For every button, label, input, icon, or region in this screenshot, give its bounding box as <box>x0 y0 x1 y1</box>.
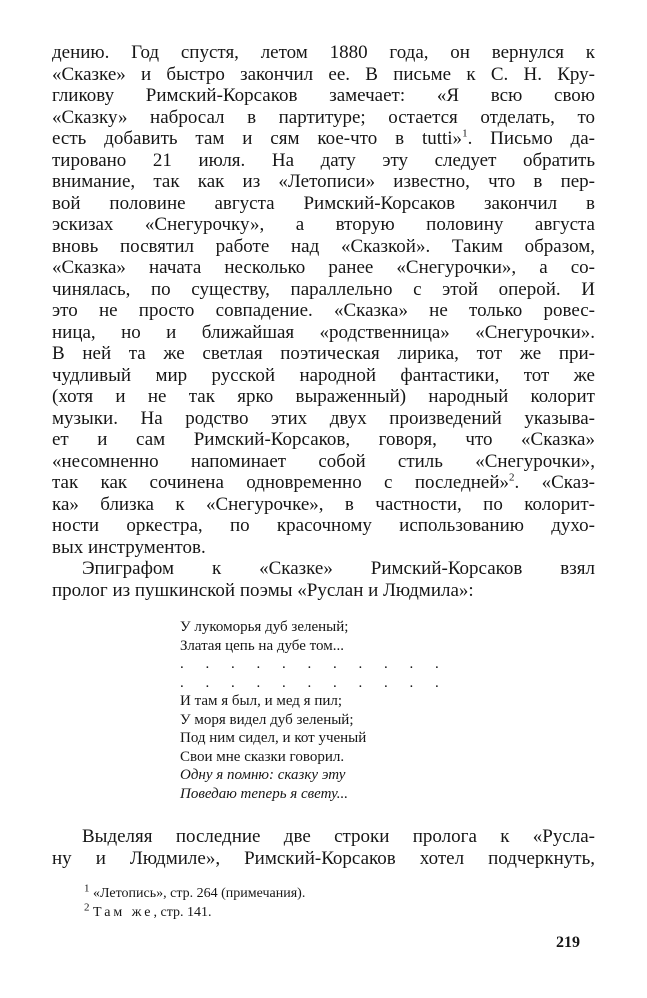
text-line: «Сказке» и быстро закончил ее. В письме к С. Н. Кру- <box>52 63 595 85</box>
footnote-1 <box>84 884 305 903</box>
paragraph-1 <box>52 42 595 558</box>
text-line: вновь посвятил работе над «Сказкой». Таким образом, <box>52 235 595 257</box>
footnotes <box>84 884 305 922</box>
text-line: ница, но и ближайшая «родственница» «Снегурочки». <box>52 321 595 343</box>
text-line: эскизах «Снегурочку», а вторую половину августа <box>52 214 595 235</box>
poem-line-italic: Поведаю теперь я свету... <box>180 785 349 802</box>
text-line: дению. Год спустя, летом 1880 года, он вернулся к <box>52 42 595 63</box>
poem-line: Свои мне сказки говорил. <box>180 748 345 765</box>
text-line: «Сказка» начата несколько ранее «Снегурочки», а со- <box>52 257 595 278</box>
footnote-text: «Летопись», стр. 264 (примечания). <box>93 886 306 901</box>
text-line: Выделяя последние две строки пролога к «Русла- <box>82 826 595 847</box>
poem-ellipsis-row: . . . . . . . . . . . <box>180 674 448 691</box>
text-line: вых инструментов. <box>52 536 206 558</box>
text-line: ет и сам Римский-Корсаков, говоря, что «Сказка» <box>52 429 595 450</box>
text-line: вой половине августа Римский-Корсаков закончил в <box>52 192 595 214</box>
text-line: музыки. На родство этих двух произведений указыва- <box>52 407 595 429</box>
text-fragment: . «Сказ- <box>514 472 595 493</box>
footnote-2 <box>84 903 305 922</box>
text-line: (хотя и не так ярко выраженный) народный колорит <box>52 386 595 407</box>
poem-line: У моря видел дуб зеленый; <box>180 711 354 728</box>
text-line: «несомненно напоминает собой стиль «Снегурочки», <box>52 450 595 472</box>
text-line: Эпиграфом к «Сказке» Римский-Корсаков взял <box>82 558 595 579</box>
poem-line: У лукоморья дуб зеленый; <box>180 619 349 635</box>
text-line: чудливый мир русской народной фантастики, тот же <box>52 364 595 386</box>
poem-line: И там я был, и мед я пил; <box>180 693 343 709</box>
paragraph-3 <box>52 826 595 869</box>
text-line: тировано 21 июля. На дату эту следует обратить <box>52 149 595 171</box>
text-line: «Сказку» набросал в партитуре; остается отделать, то <box>52 106 595 128</box>
footnote-ref-1: 1 <box>462 127 468 140</box>
text-line: гликову Римский-Корсаков замечает: «Я всю свою <box>52 85 595 106</box>
text-line: ка» близка к «Снегурочке», в частности, по колорит- <box>52 493 595 515</box>
text-line: В ней та же светлая поэтическая лирика, тот же при- <box>52 343 595 364</box>
epigraph-poem <box>180 618 595 803</box>
text-line <box>52 128 595 150</box>
paragraph-2 <box>52 558 595 601</box>
footnote-ref-2: 2 <box>509 471 515 484</box>
poem-line: Под ним сидел, и кот ученый <box>180 730 367 746</box>
text-line: чинялась, по существу, параллельно с этой оперой. И <box>52 278 595 300</box>
text-line: ну и Людмиле», Римский-Корсаков хотел подчеркнуть, <box>52 847 595 869</box>
footnote-spaced-text: Там же <box>93 905 154 920</box>
text-line: это не просто совпадение. «Сказка» не только ровес- <box>52 300 595 321</box>
text-line: ности оркестра, по красочному использованию духо- <box>52 515 595 536</box>
text-line: пролог из пушкинской поэмы «Руслан и Людмила»: <box>52 579 474 601</box>
text-line: внимание, так как из «Летописи» известно, что в пер- <box>52 171 595 192</box>
footnote-mark: 1 <box>84 882 90 895</box>
poem-line: Златая цепь на дубе том... <box>180 637 344 654</box>
poem-ellipsis-row: . . . . . . . . . . . <box>180 656 448 672</box>
text-fragment: . Письмо да- <box>467 128 595 149</box>
footnote-text: , стр. 141. <box>153 905 212 920</box>
text-fragment: так как сочинена одновременно с последней» <box>52 472 510 493</box>
text-fragment: есть добавить там и сям кое-что в tutti» <box>52 128 463 149</box>
footnote-mark: 2 <box>84 901 90 914</box>
text-line <box>52 472 595 494</box>
page-number: 219 <box>556 934 580 951</box>
page-body <box>52 42 595 869</box>
poem-line-italic: Одну я помню: сказку эту <box>180 767 346 783</box>
